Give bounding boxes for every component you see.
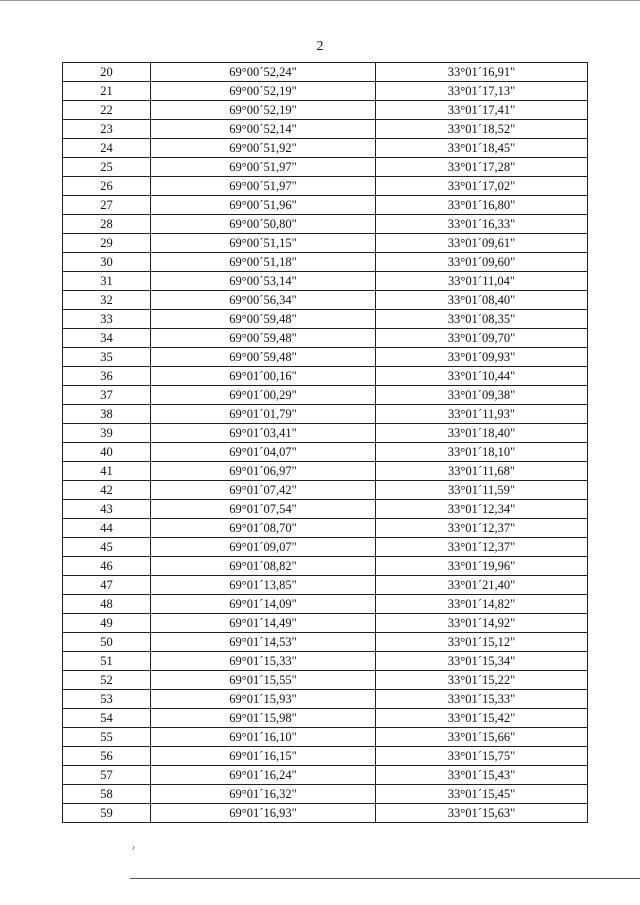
table-row: [63, 101, 588, 120]
table-row: [63, 234, 588, 253]
longitude-cell: 33°01´08,40": [376, 291, 588, 310]
longitude-cell: 33°01´17,13": [376, 82, 588, 101]
latitude-cell: 69°01´13,85": [151, 576, 376, 595]
latitude-cell: 69°00´53,14": [151, 272, 376, 291]
longitude-cell: 33°01´12,37": [376, 538, 588, 557]
table-row: [63, 785, 588, 804]
latitude-cell: 69°01´01,79": [151, 405, 376, 424]
table-row: [63, 367, 588, 386]
point-number-cell: 54: [63, 709, 151, 728]
longitude-cell: 33°01´19,96": [376, 557, 588, 576]
longitude-cell: 33°01´14,82": [376, 595, 588, 614]
table-row: [63, 652, 588, 671]
latitude-cell: 69°00´51,18": [151, 253, 376, 272]
top-edge-line: [0, 0, 640, 1]
point-number-cell: 24: [63, 139, 151, 158]
table-row: [63, 120, 588, 139]
latitude-cell: 69°00´52,24": [151, 63, 376, 82]
longitude-cell: 33°01´15,63": [376, 804, 588, 823]
latitude-cell: 69°00´59,48": [151, 310, 376, 329]
table-row: [63, 424, 588, 443]
longitude-cell: 33°01´16,80": [376, 196, 588, 215]
table-row: [63, 747, 588, 766]
latitude-cell: 69°00´51,92": [151, 139, 376, 158]
point-number-cell: 59: [63, 804, 151, 823]
longitude-cell: 33°01´15,22": [376, 671, 588, 690]
table-row: [63, 576, 588, 595]
latitude-cell: 69°00´59,48": [151, 329, 376, 348]
point-number-cell: 41: [63, 462, 151, 481]
table-row: [63, 253, 588, 272]
longitude-cell: 33°01´15,66": [376, 728, 588, 747]
latitude-cell: 69°00´59,48": [151, 348, 376, 367]
latitude-cell: 69°01´14,09": [151, 595, 376, 614]
table-row: [63, 500, 588, 519]
point-number-cell: 32: [63, 291, 151, 310]
point-number-cell: 23: [63, 120, 151, 139]
point-number-cell: 20: [63, 63, 151, 82]
latitude-cell: 69°00´52,19": [151, 101, 376, 120]
table-row: [63, 633, 588, 652]
table-row: [63, 348, 588, 367]
point-number-cell: 58: [63, 785, 151, 804]
table-row: [63, 595, 588, 614]
coordinates-table: [62, 62, 588, 823]
table-row: [63, 481, 588, 500]
latitude-cell: 69°01´03,41": [151, 424, 376, 443]
longitude-cell: 33°01´17,02": [376, 177, 588, 196]
table-row: [63, 557, 588, 576]
latitude-cell: 69°00´52,19": [151, 82, 376, 101]
longitude-cell: 33°01´14,92": [376, 614, 588, 633]
latitude-cell: 69°01´16,24": [151, 766, 376, 785]
longitude-cell: 33°01´09,61": [376, 234, 588, 253]
longitude-cell: 33°01´12,37": [376, 519, 588, 538]
latitude-cell: 69°00´51,97": [151, 158, 376, 177]
point-number-cell: 44: [63, 519, 151, 538]
latitude-cell: 69°01´15,33": [151, 652, 376, 671]
latitude-cell: 69°00´51,96": [151, 196, 376, 215]
latitude-cell: 69°01´15,98": [151, 709, 376, 728]
point-number-cell: 53: [63, 690, 151, 709]
longitude-cell: 33°01´18,45": [376, 139, 588, 158]
latitude-cell: 69°00´50,80": [151, 215, 376, 234]
latitude-cell: 69°01´16,15": [151, 747, 376, 766]
point-number-cell: 56: [63, 747, 151, 766]
longitude-cell: 33°01´09,38": [376, 386, 588, 405]
point-number-cell: 37: [63, 386, 151, 405]
table-row: [63, 82, 588, 101]
latitude-cell: 69°01´14,49": [151, 614, 376, 633]
latitude-cell: 69°00´51,97": [151, 177, 376, 196]
longitude-cell: 33°01´08,35": [376, 310, 588, 329]
point-number-cell: 36: [63, 367, 151, 386]
point-number-cell: 38: [63, 405, 151, 424]
point-number-cell: 34: [63, 329, 151, 348]
longitude-cell: 33°01´21,40": [376, 576, 588, 595]
table-row: [63, 139, 588, 158]
table-row: [63, 405, 588, 424]
longitude-cell: 33°01´11,93": [376, 405, 588, 424]
stray-pen-mark: [132, 846, 134, 850]
table-row: [63, 386, 588, 405]
latitude-cell: 69°01´08,82": [151, 557, 376, 576]
point-number-cell: 39: [63, 424, 151, 443]
latitude-cell: 69°01´08,70": [151, 519, 376, 538]
longitude-cell: 33°01´16,33": [376, 215, 588, 234]
point-number-cell: 25: [63, 158, 151, 177]
page-number: 2: [316, 39, 324, 54]
longitude-cell: 33°01´10,44": [376, 367, 588, 386]
longitude-cell: 33°01´18,40": [376, 424, 588, 443]
longitude-cell: 33°01´11,04": [376, 272, 588, 291]
latitude-cell: 69°01´04,07": [151, 443, 376, 462]
table-row: [63, 709, 588, 728]
point-number-cell: 43: [63, 500, 151, 519]
longitude-cell: 33°01´16,91": [376, 63, 588, 82]
point-number-cell: 47: [63, 576, 151, 595]
latitude-cell: 69°00´56,34": [151, 291, 376, 310]
point-number-cell: 31: [63, 272, 151, 291]
longitude-cell: 33°01´15,12": [376, 633, 588, 652]
table-row: [63, 329, 588, 348]
coordinates-table-body: [63, 63, 588, 823]
longitude-cell: 33°01´09,93": [376, 348, 588, 367]
latitude-cell: 69°01´00,29": [151, 386, 376, 405]
longitude-cell: 33°01´15,75": [376, 747, 588, 766]
longitude-cell: 33°01´11,68": [376, 462, 588, 481]
bottom-edge-line: [130, 878, 640, 879]
longitude-cell: 33°01´09,70": [376, 329, 588, 348]
point-number-cell: 57: [63, 766, 151, 785]
point-number-cell: 55: [63, 728, 151, 747]
table-row: [63, 272, 588, 291]
latitude-cell: 69°01´16,93": [151, 804, 376, 823]
table-row: [63, 443, 588, 462]
point-number-cell: 49: [63, 614, 151, 633]
longitude-cell: 33°01´15,42": [376, 709, 588, 728]
point-number-cell: 42: [63, 481, 151, 500]
longitude-cell: 33°01´18,52": [376, 120, 588, 139]
longitude-cell: 33°01´15,33": [376, 690, 588, 709]
table-row: [63, 690, 588, 709]
point-number-cell: 27: [63, 196, 151, 215]
table-row: [63, 215, 588, 234]
point-number-cell: 46: [63, 557, 151, 576]
longitude-cell: 33°01´15,43": [376, 766, 588, 785]
point-number-cell: 28: [63, 215, 151, 234]
table-row: [63, 614, 588, 633]
point-number-cell: 29: [63, 234, 151, 253]
latitude-cell: 69°01´16,10": [151, 728, 376, 747]
table-row: [63, 804, 588, 823]
latitude-cell: 69°01´09,07": [151, 538, 376, 557]
table-row: [63, 728, 588, 747]
point-number-cell: 52: [63, 671, 151, 690]
point-number-cell: 40: [63, 443, 151, 462]
table-row: [63, 519, 588, 538]
table-row: [63, 310, 588, 329]
point-number-cell: 48: [63, 595, 151, 614]
table-row: [63, 177, 588, 196]
table-row: [63, 291, 588, 310]
table-row: [63, 196, 588, 215]
point-number-cell: 35: [63, 348, 151, 367]
table-row: [63, 538, 588, 557]
point-number-cell: 33: [63, 310, 151, 329]
latitude-cell: 69°01´07,42": [151, 481, 376, 500]
longitude-cell: 33°01´17,41": [376, 101, 588, 120]
table-row: [63, 462, 588, 481]
table-row: [63, 63, 588, 82]
point-number-cell: 21: [63, 82, 151, 101]
latitude-cell: 69°01´16,32": [151, 785, 376, 804]
latitude-cell: 69°01´06,97": [151, 462, 376, 481]
latitude-cell: 69°00´51,15": [151, 234, 376, 253]
longitude-cell: 33°01´12,34": [376, 500, 588, 519]
point-number-cell: 30: [63, 253, 151, 272]
table-row: [63, 158, 588, 177]
table-row: [63, 671, 588, 690]
latitude-cell: 69°01´07,54": [151, 500, 376, 519]
longitude-cell: 33°01´15,45": [376, 785, 588, 804]
table-row: [63, 766, 588, 785]
longitude-cell: 33°01´09,60": [376, 253, 588, 272]
longitude-cell: 33°01´15,34": [376, 652, 588, 671]
latitude-cell: 69°01´14,53": [151, 633, 376, 652]
point-number-cell: 51: [63, 652, 151, 671]
longitude-cell: 33°01´18,10": [376, 443, 588, 462]
longitude-cell: 33°01´17,28": [376, 158, 588, 177]
latitude-cell: 69°01´15,93": [151, 690, 376, 709]
longitude-cell: 33°01´11,59": [376, 481, 588, 500]
latitude-cell: 69°00´52,14": [151, 120, 376, 139]
point-number-cell: 50: [63, 633, 151, 652]
point-number-cell: 22: [63, 101, 151, 120]
latitude-cell: 69°01´00,16": [151, 367, 376, 386]
point-number-cell: 26: [63, 177, 151, 196]
point-number-cell: 45: [63, 538, 151, 557]
latitude-cell: 69°01´15,55": [151, 671, 376, 690]
